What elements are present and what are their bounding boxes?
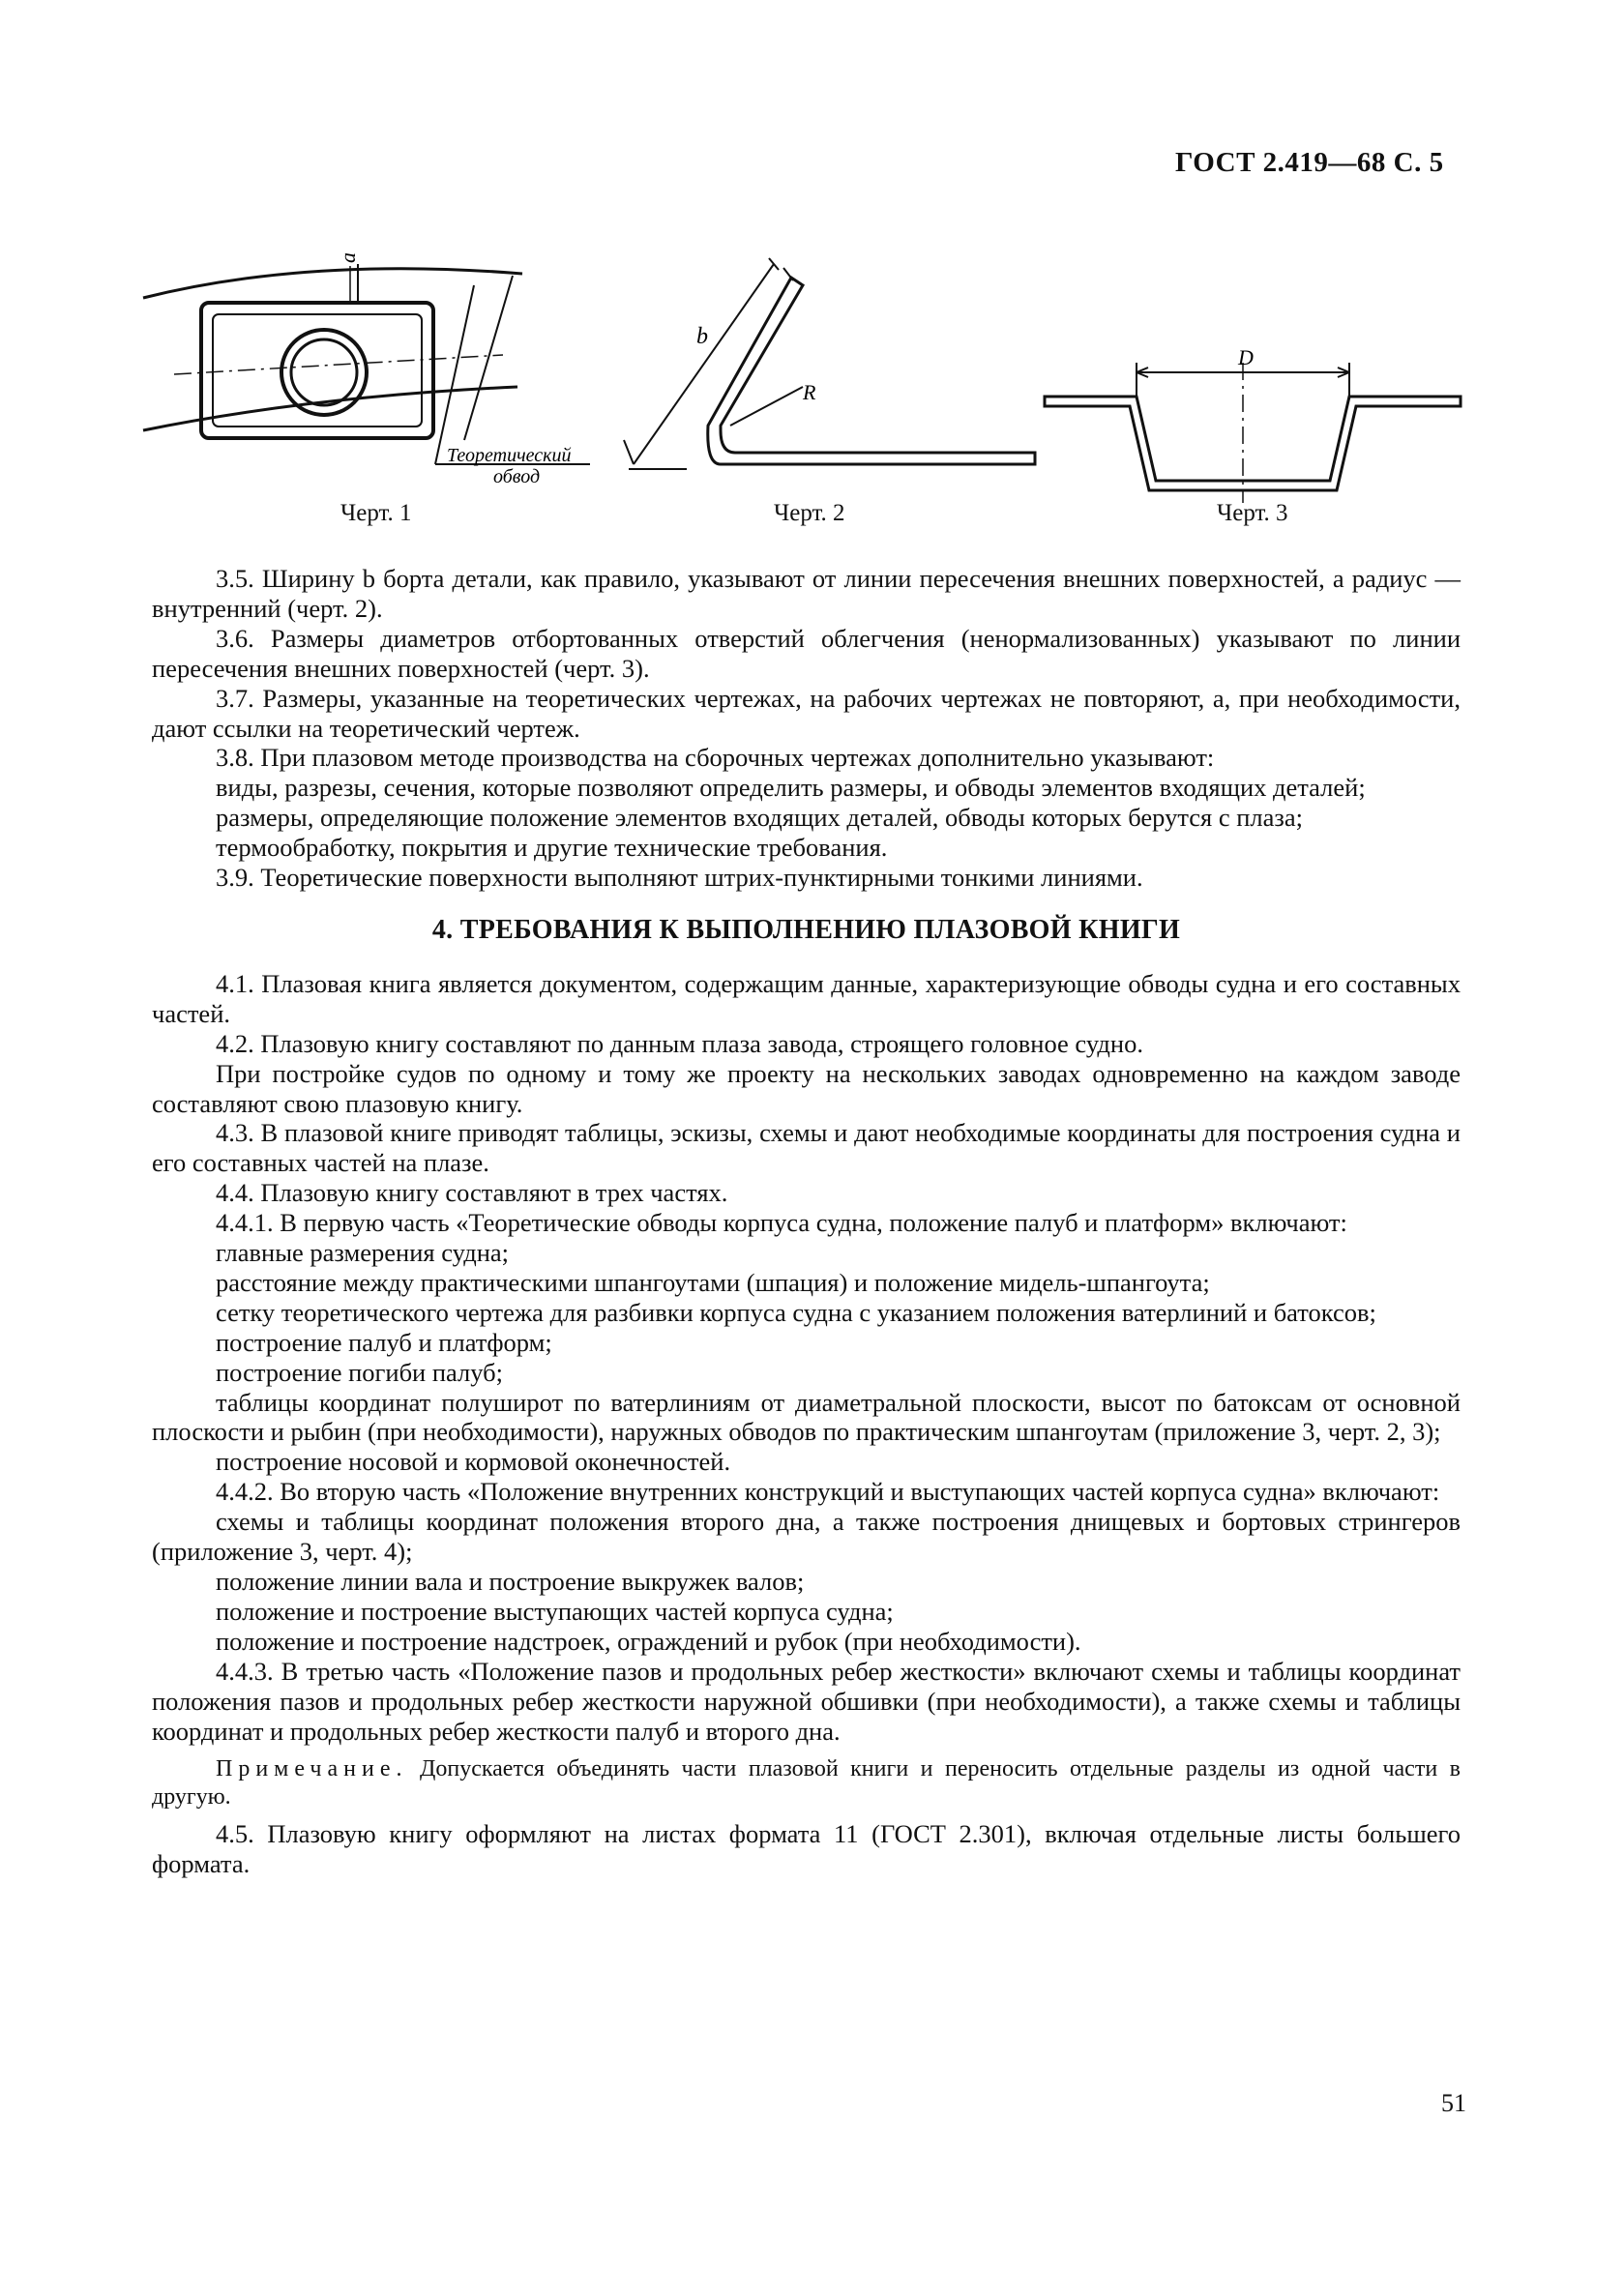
label-d: D bbox=[1238, 345, 1254, 369]
paragraph: термообработку, покрытия и другие технические требования. bbox=[216, 833, 888, 863]
paragraph: 4.2. Плазовую книгу составляют по данным плаза завода, строящего головное судно. bbox=[216, 1028, 1143, 1058]
paragraph: построение палуб и платформ; bbox=[216, 1327, 552, 1357]
paragraph: 4.4.3. В третью часть «Положение пазов и продольных ребер жесткости» включают схемы и таблицы координат положения пазов и продольных ребер жесткости наружной обшивки (при необходимости), а также схемы и таблицы координат и продольных ребер жесткости палуб и второго дна. bbox=[152, 1656, 1461, 1746]
paragraph: схемы и таблицы координат положения второго дна, а также построения днищевых и бортовых стрингеров (приложение 3, черт. 4); bbox=[152, 1507, 1461, 1567]
page-number: 51 bbox=[1441, 2089, 1466, 2117]
paragraph: главные размерения судна; bbox=[216, 1238, 510, 1268]
paragraph: 4.1. Плазовая книга является документом, содержащим данные, характеризующие обводы судна и его составных частей. bbox=[152, 968, 1461, 1028]
paragraph: положение и построение надстроек, ограждений и рубок (при необходимости). bbox=[216, 1626, 1081, 1656]
label-r: R bbox=[803, 380, 816, 404]
paragraph: 3.7. Размеры, указанные на теоретических чертежах, на рабочих чертежах не повторяют, а, при необходимости, дают ссылки на теоретический чертеж. bbox=[152, 683, 1461, 743]
label-obvod-line1: Теоретический bbox=[447, 445, 572, 466]
label-obvod-line2: обвод bbox=[493, 466, 541, 487]
paragraph: 4.3. В плазовой книге приводят таблицы, эскизы, схемы и дают необходимые координаты для построения судна и его составных частей на плазе. bbox=[152, 1118, 1461, 1178]
paragraph: 4.4. Плазовую книгу составляют в трех частях. bbox=[216, 1178, 728, 1208]
paragraph: 3.5. Ширину b борта детали, как правило, указывают от линии пересечения внешних поверхностей, а радиус — внутренний (черт. 2). bbox=[152, 564, 1461, 623]
paragraph: 3.6. Размеры диаметров отбортованных отверстий облегчения (ненормализованных) указывают по линии пересечения внешних поверхностей (черт. 3). bbox=[152, 623, 1461, 683]
paragraph: 4.4.1. В первую часть «Теоретические обводы корпуса судна, положение палуб и платформ» включают: bbox=[216, 1208, 1347, 1238]
document-body bbox=[152, 564, 1461, 1879]
figure-2-drawing bbox=[609, 258, 1035, 469]
paragraph: 4.5. Плазовую книгу оформляют на листах формата 11 (ГОСТ 2.301), включая отдельные листы большего формата. bbox=[152, 1819, 1461, 1879]
paragraph: размеры, определяющие положение элементов входящих деталей, обводы которых берутся с плаза; bbox=[216, 803, 1303, 833]
paragraph: При постройке судов по одному и тому же проекту на нескольких заводах одновременно на каждом заводе составляют свою плазовую книгу. bbox=[152, 1058, 1461, 1118]
note-label: Примечание. bbox=[216, 1756, 408, 1782]
paragraph: положение и построение выступающих частей корпуса судна; bbox=[216, 1596, 894, 1626]
section-heading: 4. ТРЕБОВАНИЯ К ВЫПОЛНЕНИЮ ПЛАЗОВОЙ КНИГИ bbox=[431, 914, 1181, 945]
label-a: a bbox=[336, 252, 360, 263]
figure-3-drawing bbox=[1045, 363, 1461, 503]
paragraph: 3.8. При плазовом методе производства на сборочных чертежах дополнительно указывают: bbox=[216, 743, 1215, 773]
paragraph: 3.9. Теоретические поверхности выполняют штрих-пунктирными тонкими линиями. bbox=[216, 863, 1143, 893]
note-text: Допускается объединять части плазовой книги и переносить отдельные разделы из одной части в другую. bbox=[152, 1756, 1461, 1810]
figure-3-caption: Черт. 3 bbox=[1217, 500, 1288, 526]
note-paragraph bbox=[152, 1755, 1461, 1811]
document-header: ГОСТ 2.419—68 С. 5 bbox=[1175, 147, 1444, 178]
figure-1-drawing bbox=[143, 264, 590, 464]
paragraph: 4.4.2. Во вторую часть «Положение внутренних конструкций и выступающих частей корпуса судна» включают: bbox=[216, 1477, 1440, 1507]
paragraph: построение носовой и кормовой оконечностей. bbox=[216, 1447, 731, 1477]
paragraph: виды, разрезы, сечения, которые позволяют определить размеры, и обводы элементов входящих деталей; bbox=[216, 773, 1366, 803]
figure-1-caption: Черт. 1 bbox=[340, 500, 412, 526]
paragraph: таблицы координат полуширот по ватерлиниям от диаметральной плоскости, высот по батоксам от основной плоскости и рыбин (при необходимости), наружных обводов по практическим шпангоутам (приложение 3, черт. 2, 3); bbox=[152, 1387, 1461, 1447]
paragraph: положение линии вала и построение выкружек валов; bbox=[216, 1567, 805, 1596]
label-b: b bbox=[696, 324, 708, 349]
figure-2-caption: Черт. 2 bbox=[774, 500, 845, 526]
paragraph: расстояние между практическими шпангоутами (шпация) и положение мидель-шпангоута; bbox=[216, 1267, 1210, 1297]
figures-row bbox=[135, 227, 1499, 537]
technical-drawings bbox=[135, 227, 1499, 537]
paragraph: построение погиби палуб; bbox=[216, 1357, 504, 1387]
paragraph: сетку теоретического чертежа для разбивки корпуса судна с указанием положения ватерлиний и батоксов; bbox=[216, 1297, 1376, 1327]
